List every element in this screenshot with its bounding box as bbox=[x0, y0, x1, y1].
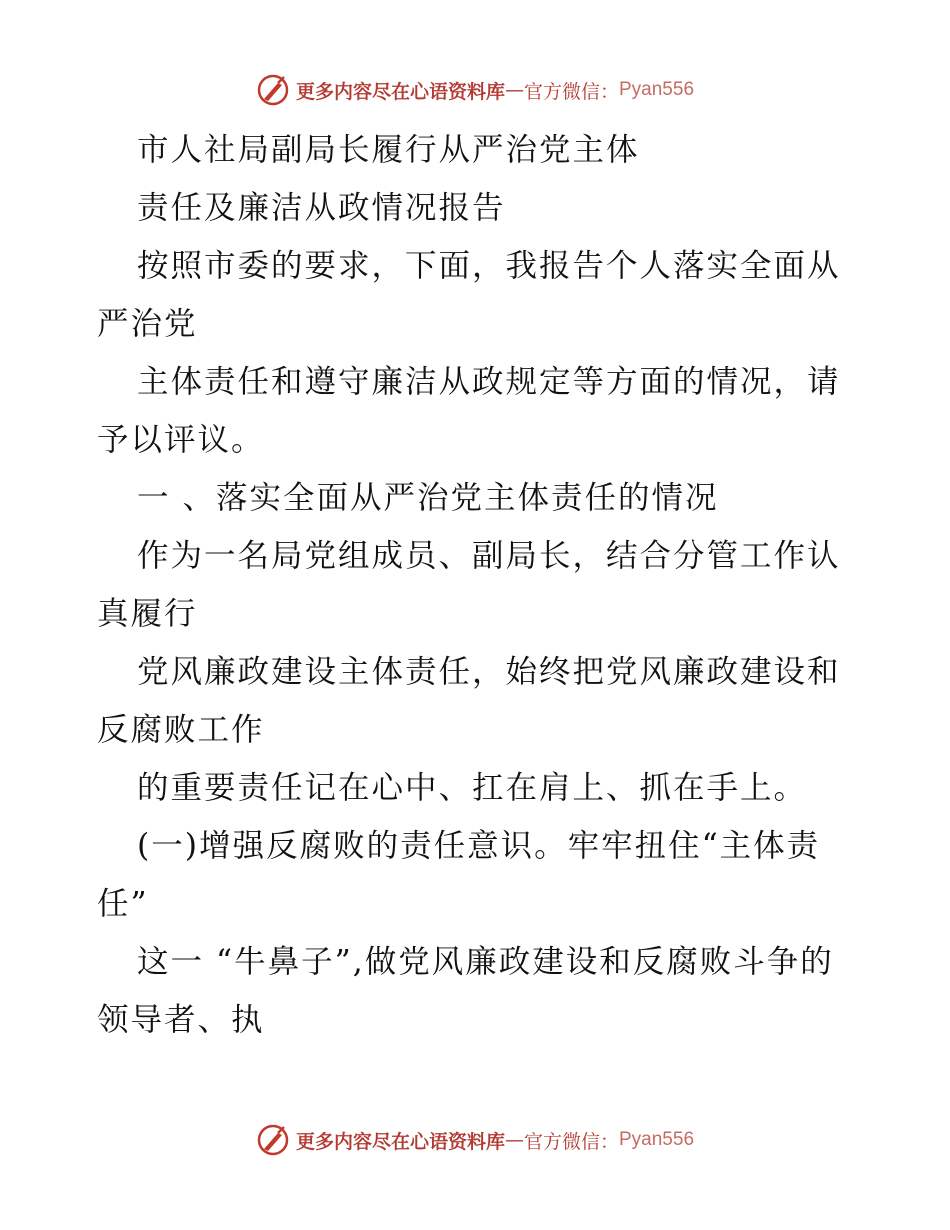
watermark-wechat-label: 官方微信： bbox=[523, 80, 619, 103]
paragraph: 的重要责任记在心中、扛在肩上、抓在手上。 bbox=[137, 770, 808, 806]
watermark-wechat-id: Pyan556 bbox=[619, 1129, 695, 1150]
watermark-main-text: 更多内容尽在心语资料库 bbox=[295, 80, 505, 103]
watermark-wechat-label: 官方微信： bbox=[523, 1130, 619, 1153]
subsection-heading: (一)增强反腐败的责任意识。牢牢扭住“主体责任” bbox=[97, 828, 821, 922]
watermark-separator: — bbox=[504, 79, 524, 101]
document-body bbox=[97, 121, 857, 1049]
watermark-separator: — bbox=[504, 1129, 524, 1151]
paragraph: 按照市委的要求，下面，我报告个人落实全面从严治党 bbox=[97, 248, 841, 342]
paragraph: 主体责任和遵守廉洁从政规定等方面的情况，请予以评议。 bbox=[97, 364, 841, 458]
watermark-wechat-id: Pyan556 bbox=[619, 79, 695, 100]
header-watermark bbox=[0, 70, 950, 110]
footer-watermark bbox=[0, 1120, 950, 1160]
document-title-line-1: 市人社局副局长履行从严治党主体 bbox=[137, 132, 640, 168]
paragraph: 作为一名局党组成员、副局长，结合分管工作认真履行 bbox=[97, 538, 841, 632]
document-title-line-2: 责任及廉洁从政情况报告 bbox=[137, 190, 506, 226]
quill-pen-icon bbox=[256, 73, 290, 107]
section-heading: 一 、落实全面从严治党主体责任的情况 bbox=[137, 480, 719, 516]
paragraph: 党风廉政建设主体责任，始终把党风廉政建设和反腐败工作 bbox=[97, 654, 841, 748]
watermark-main-text: 更多内容尽在心语资料库 bbox=[295, 1130, 505, 1153]
paragraph: 这一 “牛鼻子”,做党风廉政建设和反腐败斗争的领导者、执 bbox=[97, 944, 834, 1038]
quill-pen-icon bbox=[256, 1123, 290, 1157]
